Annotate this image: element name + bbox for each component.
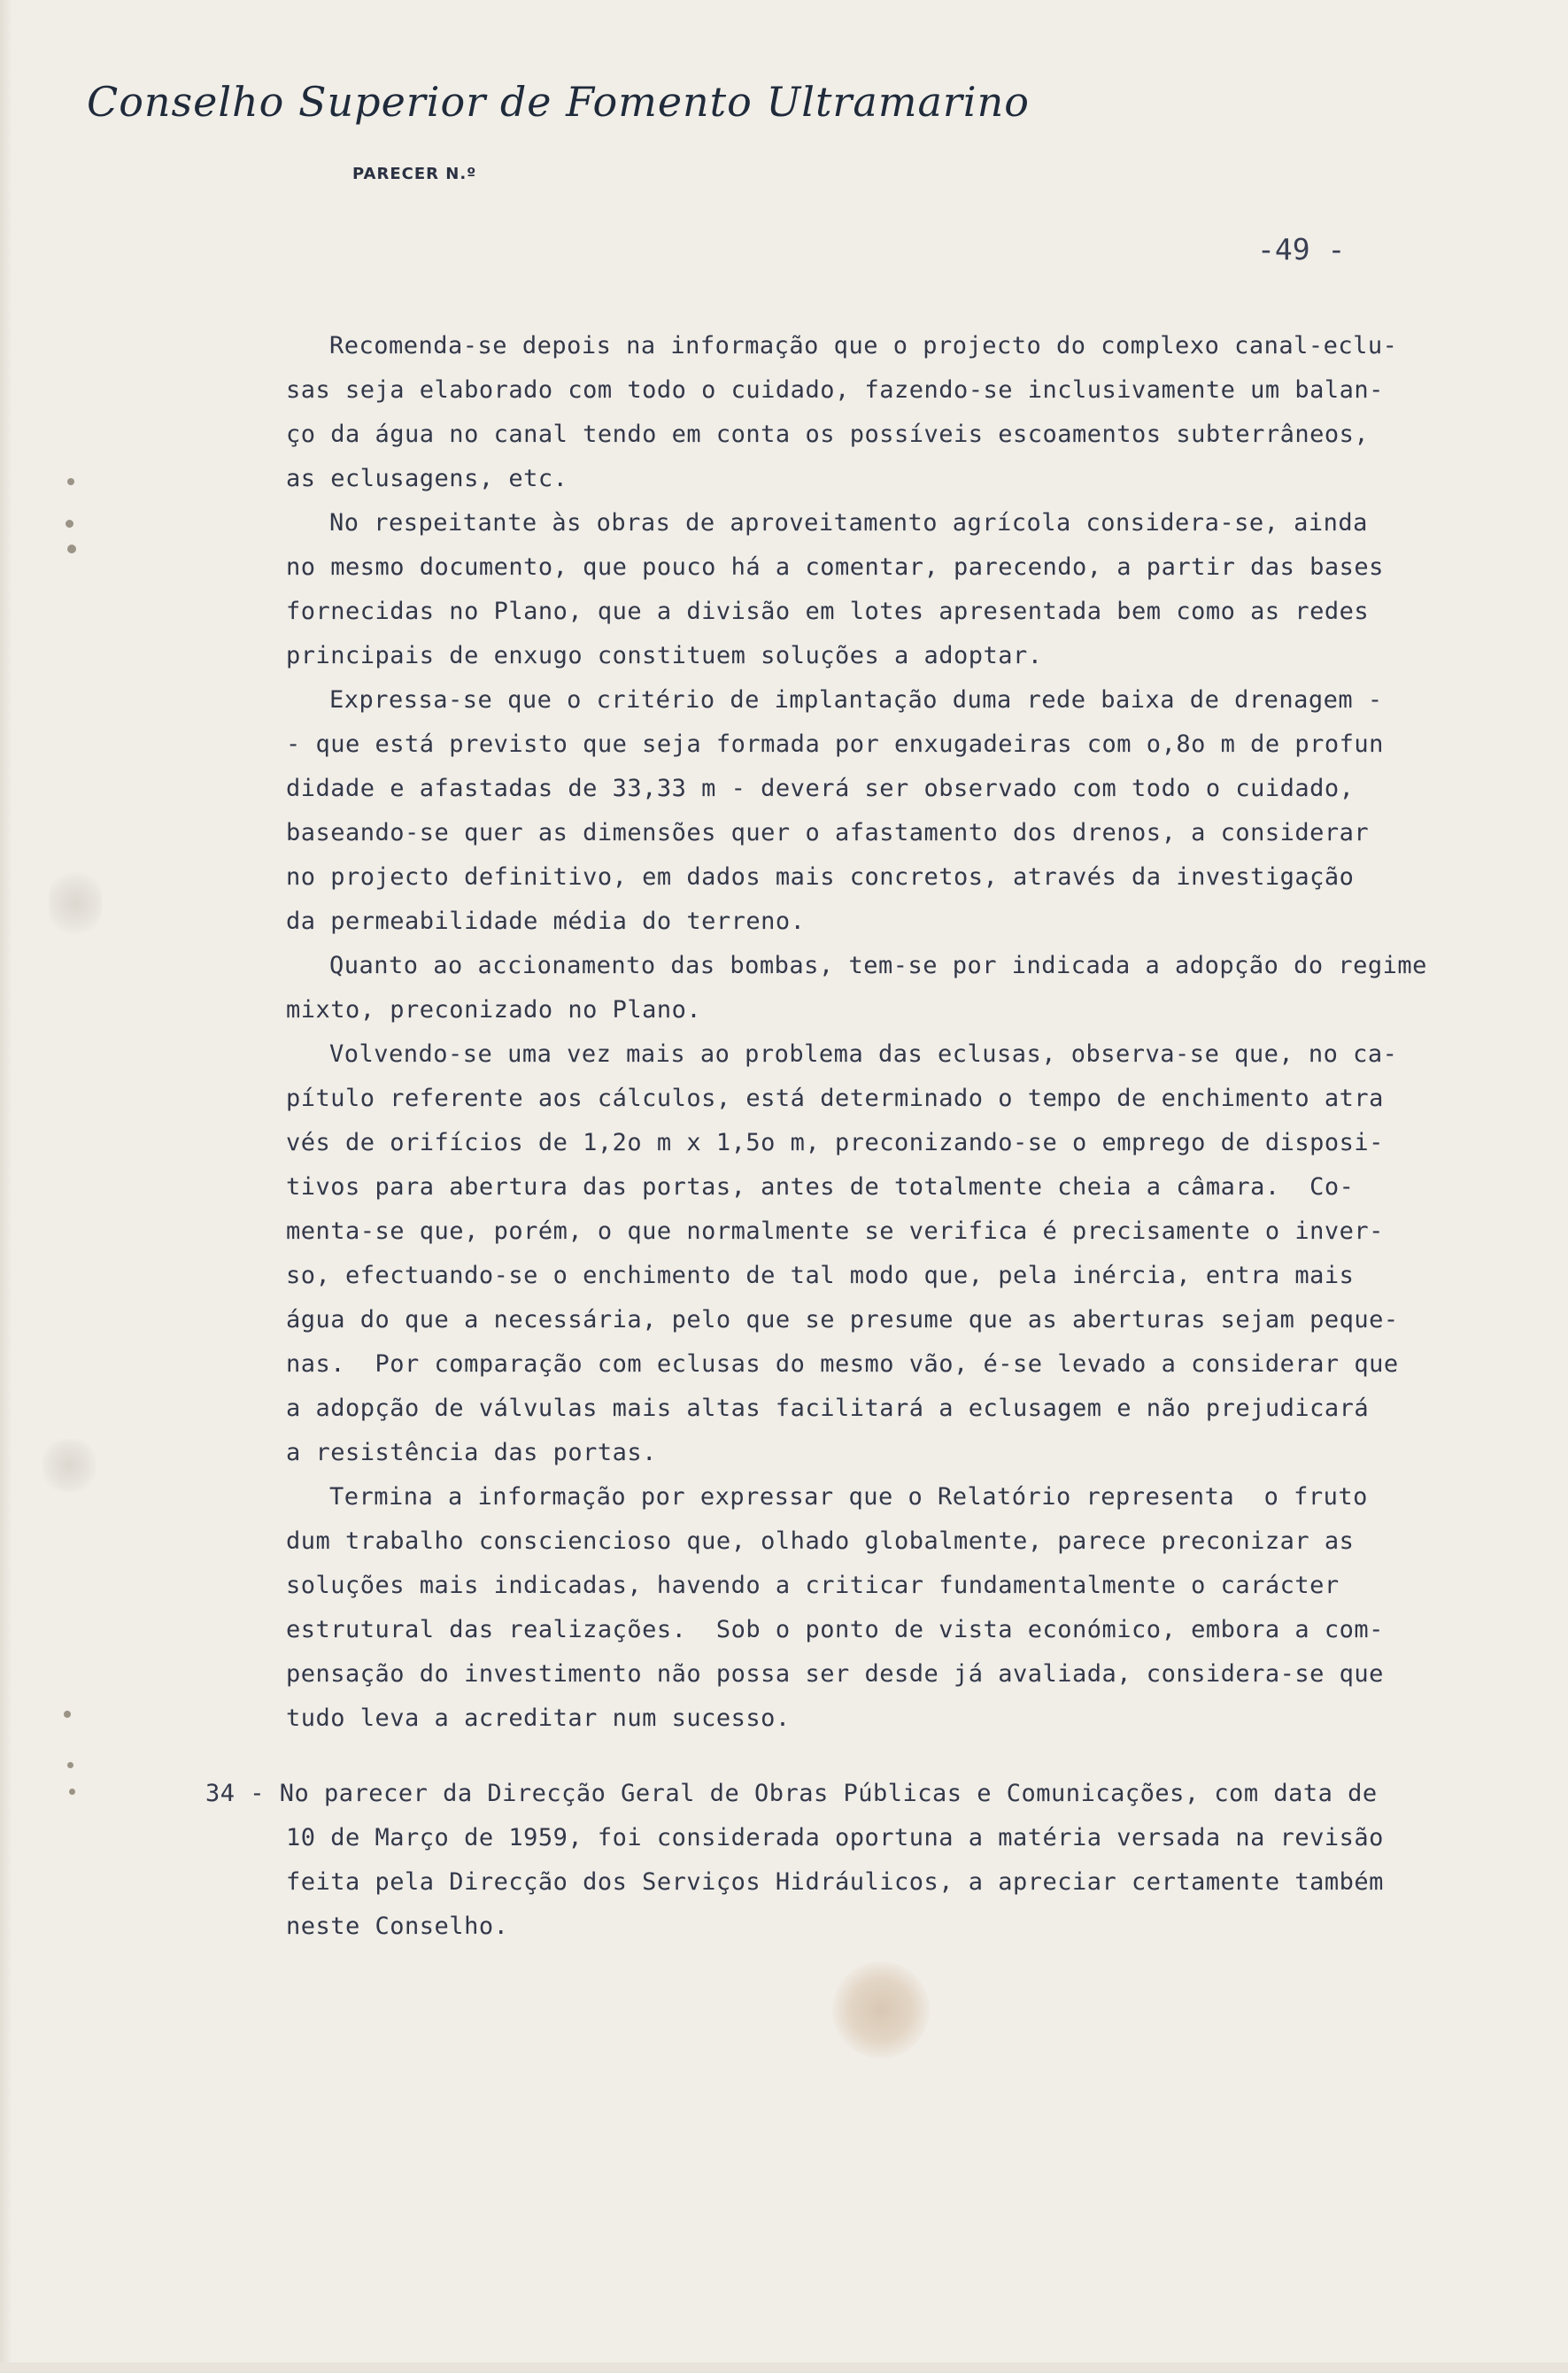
parecer-label: PARECER N.º (352, 165, 477, 183)
text-line: pensação do investimento não possa ser desde já avaliada, considera-se que (286, 1660, 1384, 1688)
binder-hole-mark (64, 1711, 71, 1718)
text-line: didade e afastadas de 33,33 m - deverá ser observado com todo o cuidado, (286, 775, 1355, 802)
text-line: mixto, preconizado no Plano. (286, 996, 702, 1024)
text-line: Recomenda-se depois na informação que o projecto do complexo canal-eclu- (329, 332, 1398, 359)
text-line: feita pela Direcção dos Serviços Hidráulicos, a apreciar certamente também (286, 1868, 1384, 1896)
text-line: sas seja elaborado com todo o cuidado, fazendo-se inclusivamente um balan- (286, 376, 1384, 404)
text-line: - que está previsto que seja formada por enxugadeiras com o,8o m de profun (286, 730, 1384, 758)
text-line: as eclusagens, etc. (286, 465, 568, 492)
text-line: so, efectuando-se o enchimento de tal modo que, pela inércia, entra mais (286, 1262, 1355, 1289)
text-line: pítulo referente aos cálculos, está determinado o tempo de enchimento atra (286, 1085, 1384, 1112)
text-line: tudo leva a acreditar num sucesso. (286, 1704, 791, 1732)
text-line: 34 - No parecer da Direcção Geral de Obras Públicas e Comunicações, com data de (205, 1780, 1378, 1807)
text-line: tivos para abertura das portas, antes de totalmente cheia a câmara. Co- (286, 1173, 1355, 1201)
text-line: 10 de Março de 1959, foi considerada oportuna a matéria versada na revisão (286, 1824, 1384, 1851)
page-bottom-edge (0, 2362, 1568, 2373)
text-line: Volvendo-se uma vez mais ao problema das eclusas, observa-se que, no ca- (329, 1040, 1398, 1068)
text-line: dum trabalho consciencioso que, olhado globalmente, parece preconizar as (286, 1527, 1355, 1555)
clip-mark (42, 1439, 96, 1492)
text-line: a resistência das portas. (286, 1439, 657, 1466)
text-line: estrutural das realizações. Sob o ponto de vista económico, embora a com- (286, 1616, 1384, 1643)
text-line: No respeitante às obras de aproveitamento agrícola considera-se, ainda (329, 509, 1368, 537)
text-line: nas. Por comparação com eclusas do mesmo vão, é-se levado a considerar que (286, 1350, 1399, 1378)
text-line: menta-se que, porém, o que normalmente se verifica é precisamente o inver- (286, 1217, 1384, 1245)
text-line: Quanto ao accionamento das bombas, tem-se por indicada a adopção do regime (329, 952, 1427, 979)
text-line: neste Conselho. (286, 1913, 509, 1940)
text-line: no projecto definitivo, em dados mais concretos, através da investigação (286, 863, 1355, 891)
text-line: no mesmo documento, que pouco há a comentar, parecendo, a partir das bases (286, 553, 1384, 581)
text-line: soluções mais indicadas, havendo a criticar fundamentalmente o carácter (286, 1572, 1340, 1599)
letterhead: Conselho Superior de Fomento Ultramarino (87, 78, 1030, 126)
text-line: vés de orifícios de 1,2o m x 1,5o m, preconizando-se o emprego de disposi- (286, 1129, 1384, 1156)
text-line: a adopção de válvulas mais altas facilitará a eclusagem e não prejudicará (286, 1395, 1370, 1422)
text-line: fornecidas no Plano, que a divisão em lotes apresentada bem como as redes (286, 598, 1370, 625)
text-line: Expressa-se que o critério de implantação duma rede baixa de drenagem - (329, 686, 1383, 714)
text-line: ço da água no canal tendo em conta os possíveis escoamentos subterrâneos, (286, 421, 1370, 448)
binder-hole-mark (69, 1789, 75, 1795)
binder-hole-mark (67, 1762, 73, 1768)
text-line: água do que a necessária, pelo que se presume que as aberturas sejam peque- (286, 1306, 1399, 1333)
page-edge-shadow (0, 0, 12, 2373)
paper-stain (832, 1961, 930, 2059)
binder-hole-mark (67, 478, 74, 485)
clip-mark (49, 872, 102, 934)
binder-hole-mark (67, 545, 76, 553)
page-number: -49 - (1257, 232, 1346, 267)
binder-hole-mark (66, 520, 73, 528)
text-line: da permeabilidade média do terreno. (286, 908, 806, 935)
text-line: principais de enxugo constituem soluções a adoptar. (286, 642, 1043, 669)
text-line: Termina a informação por expressar que o Relatório representa o fruto (329, 1483, 1368, 1511)
text-line: baseando-se quer as dimensões quer o afastamento dos drenos, a considerar (286, 819, 1370, 846)
